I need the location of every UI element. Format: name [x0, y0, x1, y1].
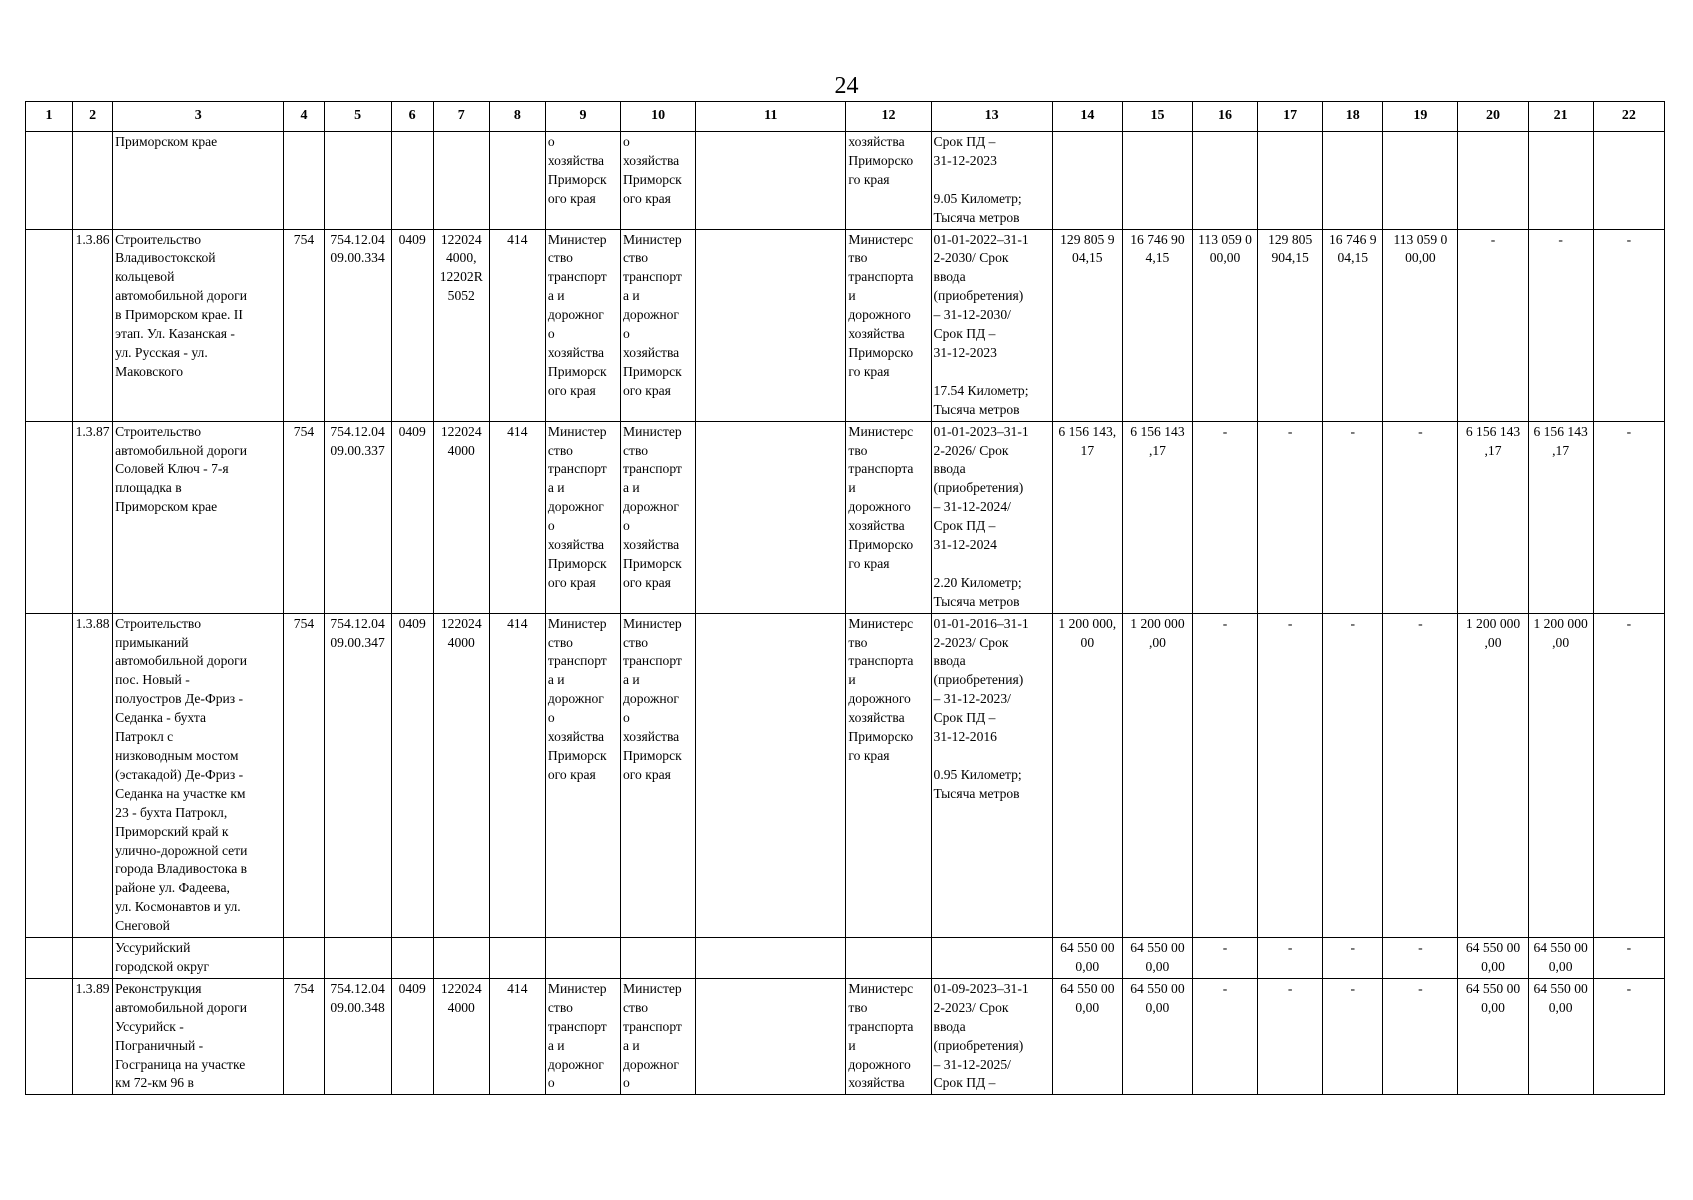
- cell-col-6: [391, 938, 433, 979]
- cell-col-13: 01-09-2023–31-1 2-2023/ Срок ввода (приобретения) – 31-12-2025/ Срок ПД –: [931, 978, 1052, 1094]
- col-header-15: 15: [1122, 102, 1192, 132]
- cell-col-17: -: [1258, 978, 1323, 1094]
- cell-col-7: 122024 4000: [433, 978, 489, 1094]
- cell-col-6: 0409: [391, 421, 433, 613]
- cell-col-2: 1.3.88: [73, 613, 113, 937]
- cell-col-8: 414: [489, 613, 545, 937]
- cell-col-3: Строительство Владивостокской кольцевой автомобильной дороги в Приморском крае. II этап. Ул. Казанская - ул. Русская - ул. Маковского: [113, 229, 284, 421]
- cell-col-7: 122024 4000: [433, 421, 489, 613]
- cell-col-1: [26, 132, 73, 230]
- col-header-18: 18: [1323, 102, 1383, 132]
- cell-col-21: 6 156 143 ,17: [1528, 421, 1593, 613]
- cell-col-12: [846, 938, 931, 979]
- col-header-20: 20: [1458, 102, 1528, 132]
- cell-col-1: [26, 613, 73, 937]
- cell-col-18: -: [1323, 938, 1383, 979]
- cell-col-16: -: [1193, 938, 1258, 979]
- cell-col-19: -: [1383, 421, 1458, 613]
- cell-col-14: 129 805 9 04,15: [1052, 229, 1122, 421]
- cell-col-9: о хозяйства Приморск ого края: [545, 132, 620, 230]
- cell-col-13: Срок ПД – 31-12-2023 9.05 Километр; Тысяча метров: [931, 132, 1052, 230]
- cell-col-12: Министерс тво транспорта и дорожного хозяйства Приморско го края: [846, 229, 931, 421]
- cell-col-3: Приморском крае: [113, 132, 284, 230]
- cell-col-4: [284, 938, 324, 979]
- cell-col-18: -: [1323, 421, 1383, 613]
- cell-col-12: Министерс тво транспорта и дорожного хозяйства Приморско го края: [846, 421, 931, 613]
- cell-col-8: [489, 132, 545, 230]
- cell-col-20: 64 550 00 0,00: [1458, 978, 1528, 1094]
- cell-col-10: Министер ство транспорт а и дорожног о хозяйства Приморск ого края: [621, 421, 696, 613]
- cell-col-20: -: [1458, 229, 1528, 421]
- col-header-3: 3: [113, 102, 284, 132]
- cell-col-10: [621, 938, 696, 979]
- cell-col-1: [26, 421, 73, 613]
- col-header-6: 6: [391, 102, 433, 132]
- cell-col-5: [324, 132, 391, 230]
- col-header-8: 8: [489, 102, 545, 132]
- cell-col-10: Министер ство транспорт а и дорожног о хозяйства Приморск ого края: [621, 613, 696, 937]
- cell-col-14: 6 156 143, 17: [1052, 421, 1122, 613]
- col-header-7: 7: [433, 102, 489, 132]
- cell-col-14: 64 550 00 0,00: [1052, 978, 1122, 1094]
- cell-col-6: [391, 132, 433, 230]
- cell-col-7: [433, 938, 489, 979]
- cell-col-21: 64 550 00 0,00: [1528, 938, 1593, 979]
- col-header-13: 13: [931, 102, 1052, 132]
- cell-col-22: -: [1593, 421, 1664, 613]
- cell-col-21: 64 550 00 0,00: [1528, 978, 1593, 1094]
- cell-col-2: [73, 132, 113, 230]
- cell-col-12: Министерс тво транспорта и дорожного хозяйства: [846, 978, 931, 1094]
- col-header-9: 9: [545, 102, 620, 132]
- col-header-21: 21: [1528, 102, 1593, 132]
- cell-col-7: [433, 132, 489, 230]
- cell-col-18: -: [1323, 613, 1383, 937]
- col-header-12: 12: [846, 102, 931, 132]
- cell-col-14: [1052, 132, 1122, 230]
- col-header-22: 22: [1593, 102, 1664, 132]
- cell-col-3: Строительство автомобильной дороги Соловей Ключ - 7-я площадка в Приморском крае: [113, 421, 284, 613]
- cell-col-11: [696, 978, 846, 1094]
- cell-col-16: [1193, 132, 1258, 230]
- cell-col-19: -: [1383, 938, 1458, 979]
- cell-col-9: Министер ство транспорт а и дорожног о хозяйства Приморск ого края: [545, 229, 620, 421]
- cell-col-20: 1 200 000 ,00: [1458, 613, 1528, 937]
- cell-col-16: -: [1193, 421, 1258, 613]
- cell-col-11: [696, 421, 846, 613]
- cell-col-18: [1323, 132, 1383, 230]
- cell-col-5: 754.12.04 09.00.334: [324, 229, 391, 421]
- cell-col-10: Министер ство транспорт а и дорожног о хозяйства Приморск ого края: [621, 229, 696, 421]
- cell-col-15: [1122, 132, 1192, 230]
- cell-col-19: 113 059 0 00,00: [1383, 229, 1458, 421]
- cell-col-21: -: [1528, 229, 1593, 421]
- cell-col-22: -: [1593, 613, 1664, 937]
- cell-col-2: [73, 938, 113, 979]
- cell-col-3: Реконструкция автомобильной дороги Уссурийск - Пограничный - Госграница на участке км 72-км 96 в: [113, 978, 284, 1094]
- cell-col-2: 1.3.87: [73, 421, 113, 613]
- table-row: [26, 613, 1665, 937]
- cell-col-22: -: [1593, 229, 1664, 421]
- col-header-19: 19: [1383, 102, 1458, 132]
- cell-col-8: 414: [489, 229, 545, 421]
- cell-col-17: -: [1258, 938, 1323, 979]
- cell-col-3: Уссурийский городской округ: [113, 938, 284, 979]
- cell-col-9: [545, 938, 620, 979]
- cell-col-14: 1 200 000, 00: [1052, 613, 1122, 937]
- col-header-14: 14: [1052, 102, 1122, 132]
- cell-col-15: 1 200 000 ,00: [1122, 613, 1192, 937]
- cell-col-17: [1258, 132, 1323, 230]
- table-row: [26, 421, 1665, 613]
- cell-col-16: -: [1193, 978, 1258, 1094]
- cell-col-2: 1.3.86: [73, 229, 113, 421]
- cell-col-5: 754.12.04 09.00.337: [324, 421, 391, 613]
- cell-col-10: Министер ство транспорт а и дорожног о: [621, 978, 696, 1094]
- cell-col-8: [489, 938, 545, 979]
- col-header-17: 17: [1258, 102, 1323, 132]
- table-row: [26, 938, 1665, 979]
- cell-col-15: 6 156 143 ,17: [1122, 421, 1192, 613]
- cell-col-15: 16 746 90 4,15: [1122, 229, 1192, 421]
- cell-col-14: 64 550 00 0,00: [1052, 938, 1122, 979]
- cell-col-8: 414: [489, 421, 545, 613]
- cell-col-19: -: [1383, 613, 1458, 937]
- cell-col-17: -: [1258, 421, 1323, 613]
- col-header-2: 2: [73, 102, 113, 132]
- cell-col-2: 1.3.89: [73, 978, 113, 1094]
- cell-col-15: 64 550 00 0,00: [1122, 938, 1192, 979]
- cell-col-18: 16 746 9 04,15: [1323, 229, 1383, 421]
- cell-col-7: 122024 4000, 12202R 5052: [433, 229, 489, 421]
- page-number: 24: [834, 73, 859, 99]
- cell-col-8: 414: [489, 978, 545, 1094]
- cell-col-22: -: [1593, 978, 1664, 1094]
- cell-col-17: -: [1258, 613, 1323, 937]
- cell-col-11: [696, 938, 846, 979]
- cell-col-20: 64 550 00 0,00: [1458, 938, 1528, 979]
- cell-col-19: -: [1383, 978, 1458, 1094]
- cell-col-5: [324, 938, 391, 979]
- budget-table: [25, 101, 1665, 1095]
- cell-col-9: Министер ство транспорт а и дорожног о хозяйства Приморск ого края: [545, 421, 620, 613]
- cell-col-5: 754.12.04 09.00.347: [324, 613, 391, 937]
- cell-col-15: 64 550 00 0,00: [1122, 978, 1192, 1094]
- cell-col-13: [931, 938, 1052, 979]
- cell-col-13: 01-01-2022–31-1 2-2030/ Срок ввода (приобретения) – 31-12-2030/ Срок ПД – 31-12-2023 17.54 Километр; Тысяча метров: [931, 229, 1052, 421]
- cell-col-9: Министер ство транспорт а и дорожног о: [545, 978, 620, 1094]
- col-header-11: 11: [696, 102, 846, 132]
- cell-col-10: о хозяйства Приморск ого края: [621, 132, 696, 230]
- cell-col-4: 754: [284, 421, 324, 613]
- cell-col-13: 01-01-2023–31-1 2-2026/ Срок ввода (приобретения) – 31-12-2024/ Срок ПД – 31-12-2024 2.20 Километр; Тысяча метров: [931, 421, 1052, 613]
- cell-col-12: Министерс тво транспорта и дорожного хозяйства Приморско го края: [846, 613, 931, 937]
- cell-col-22: -: [1593, 938, 1664, 979]
- cell-col-6: 0409: [391, 229, 433, 421]
- table-row: [26, 132, 1665, 230]
- cell-col-4: [284, 132, 324, 230]
- cell-col-6: 0409: [391, 613, 433, 937]
- cell-col-11: [696, 132, 846, 230]
- cell-col-13: 01-01-2016–31-1 2-2023/ Срок ввода (приобретения) – 31-12-2023/ Срок ПД – 31-12-2016 0.95 Километр; Тысяча метров: [931, 613, 1052, 937]
- cell-col-1: [26, 938, 73, 979]
- cell-col-4: 754: [284, 229, 324, 421]
- cell-col-6: 0409: [391, 978, 433, 1094]
- col-header-16: 16: [1193, 102, 1258, 132]
- cell-col-17: 129 805 904,15: [1258, 229, 1323, 421]
- cell-col-18: -: [1323, 978, 1383, 1094]
- col-header-4: 4: [284, 102, 324, 132]
- col-header-10: 10: [621, 102, 696, 132]
- cell-col-16: -: [1193, 613, 1258, 937]
- cell-col-1: [26, 229, 73, 421]
- cell-col-11: [696, 229, 846, 421]
- cell-col-21: [1528, 132, 1593, 230]
- cell-col-22: [1593, 132, 1664, 230]
- cell-col-3: Строительство примыканий автомобильной дороги пос. Новый - полуостров Де-Фриз - Седанка - бухта Патрокл с низководным мостом (эстакадой) Де-Фриз - Седанка на участке км 23 - бухта Патрокл, Приморский край к улично-дорожной сети города Владивостока в районе ул. Фадеева, ул. Космонавтов и ул. Снеговой: [113, 613, 284, 937]
- cell-col-11: [696, 613, 846, 937]
- cell-col-1: [26, 978, 73, 1094]
- cell-col-4: 754: [284, 613, 324, 937]
- table-row: [26, 978, 1665, 1094]
- table-row: [26, 229, 1665, 421]
- cell-col-16: 113 059 0 00,00: [1193, 229, 1258, 421]
- cell-col-9: Министер ство транспорт а и дорожног о хозяйства Приморск ого края: [545, 613, 620, 937]
- cell-col-7: 122024 4000: [433, 613, 489, 937]
- cell-col-4: 754: [284, 978, 324, 1094]
- cell-col-19: [1383, 132, 1458, 230]
- col-header-5: 5: [324, 102, 391, 132]
- cell-col-12: хозяйства Приморско го края: [846, 132, 931, 230]
- cell-col-21: 1 200 000 ,00: [1528, 613, 1593, 937]
- header-row: [26, 102, 1665, 132]
- cell-col-20: 6 156 143 ,17: [1458, 421, 1528, 613]
- cell-col-5: 754.12.04 09.00.348: [324, 978, 391, 1094]
- col-header-1: 1: [26, 102, 73, 132]
- cell-col-20: [1458, 132, 1528, 230]
